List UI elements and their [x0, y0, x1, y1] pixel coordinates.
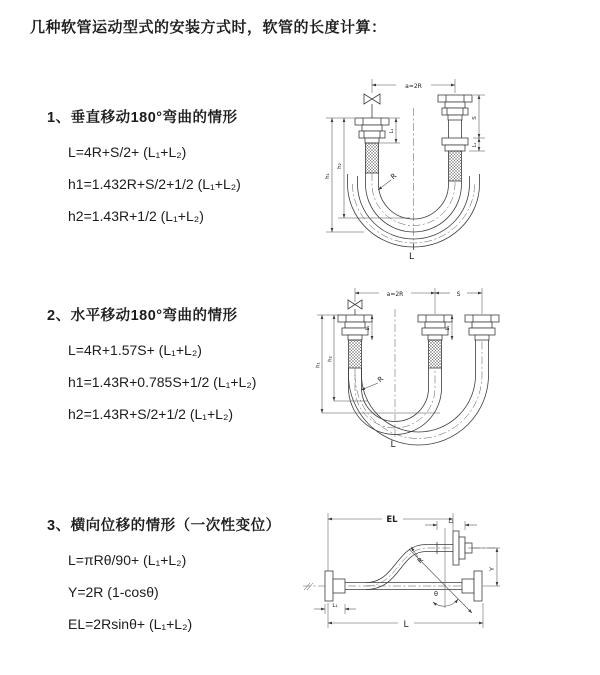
diagram-2-drawing [308, 283, 600, 453]
dim-label-radius: R [389, 171, 399, 182]
diagram-3-drawing [300, 498, 600, 643]
dim-label-l2: L₂ [448, 519, 454, 525]
formula-Y: Y=2R (1-cosθ) [68, 584, 159, 600]
section-3-heading: 3、横向位移的情形（一次性变位） [47, 518, 281, 534]
dim-label-h2: h₂ [337, 163, 343, 169]
section-1 [47, 106, 241, 232]
braided-sleeve [449, 151, 462, 181]
flange-fitting-left [355, 118, 389, 173]
dim-label-theta: θ [434, 590, 438, 598]
dim-label-length: L [408, 252, 415, 261]
dim-label-a2r: a=2R [386, 291, 404, 298]
dim-label-el: EL [386, 515, 398, 525]
dim-label-radius: R [376, 374, 386, 385]
diagram-vertical-180 [312, 66, 597, 261]
formula-h2: h2=1.43R+1/2 (L₁+L₂) [68, 208, 204, 224]
dim-label-length: L [403, 620, 409, 630]
dim-label-h1: h₁ [325, 173, 331, 179]
dim-label-radius: R [416, 556, 426, 566]
dimension-lines [317, 288, 482, 413]
flange-fitting-middle [418, 315, 452, 368]
section-2 [47, 304, 256, 430]
section-2-heading: 2、水平移动180°弯曲的情形 [47, 308, 238, 324]
dim-label-s: S [456, 291, 461, 298]
flange-fitting-left [338, 315, 372, 368]
dim-label-l1-left: L₁ [389, 128, 395, 134]
section-1-heading: 1、垂直移动180°弯曲的情形 [47, 110, 238, 126]
formula-h1: h1=1.43R+0.785S+1/2 (L₁+L₂) [68, 374, 257, 390]
diagram-1-drawing [312, 66, 597, 261]
formula-h1: h1=1.432R+S/2+1/2 (L₁+L₂) [68, 176, 241, 192]
dim-label-h2: h₂ [327, 356, 334, 362]
dimension-lines [314, 513, 500, 628]
formula-L: L=πRθ/90+ (L₁+L₂) [68, 552, 187, 568]
valve-icon [348, 300, 362, 315]
dim-label-l1-mid: L₁ [445, 325, 451, 331]
dim-label-h1: h₁ [315, 362, 322, 368]
formula-h2: h2=1.43R+S/2+1/2 (L₁+L₂) [68, 406, 234, 422]
braided-sleeve [349, 340, 362, 368]
braided-sleeve [366, 143, 379, 173]
dim-label-length: L [390, 440, 396, 450]
braided-sleeve [429, 340, 442, 368]
formula-EL: EL=2Rsinθ+ (L₁+L₂) [68, 616, 193, 632]
dim-label-l1: L₁ [472, 142, 478, 148]
diagram-lateral-displacement [300, 498, 600, 643]
valve-icon [364, 94, 380, 118]
page-title: 几种软管运动型式的安装方式时，软管的长度计算： [30, 19, 387, 36]
dim-label-y: Y [488, 567, 496, 571]
flange-fitting-right [465, 315, 499, 340]
dim-label-s: S [472, 116, 478, 120]
flange-fitting-left [325, 571, 345, 601]
formula-L: L=4R+1.57S+ (L₁+L₂) [68, 342, 202, 358]
hose-u-shape [349, 340, 489, 445]
centerline-break-mark [304, 583, 313, 590]
dim-label-a2r: a=2R [405, 83, 422, 90]
diagram-horizontal-180 [308, 283, 600, 453]
formula-L: L=4R+S/2+ (L₁+L₂) [68, 144, 187, 160]
section-3 [47, 514, 281, 640]
flange-fitting-right [438, 95, 472, 181]
dim-label-l1: L₁ [365, 325, 371, 331]
dim-label-l1: L₁ [332, 603, 338, 609]
